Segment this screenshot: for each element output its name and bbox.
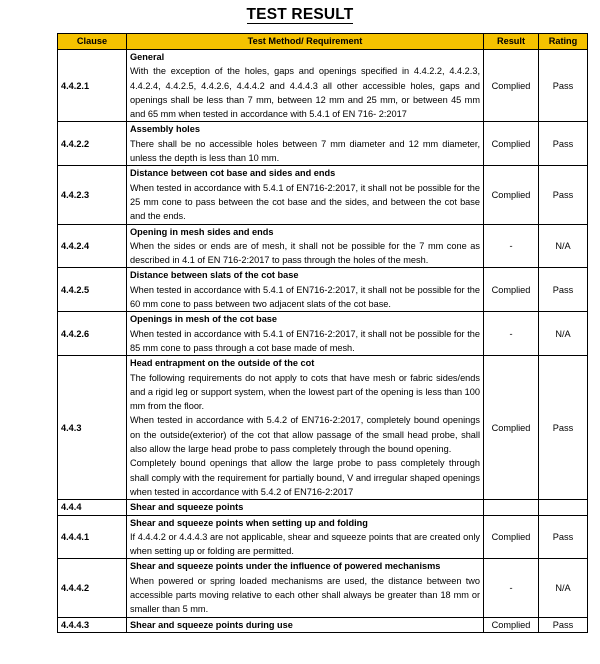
requirement-heading: General [130,52,165,62]
rating-cell: Pass [539,122,588,166]
requirement-heading: Shear and squeeze points under the influence of powered mechanisms [130,561,441,572]
requirement-text: When tested in accordance with 5.4.1 of EN716-2:2017, it shall not be possible for the 85 mm cone to pass through a cot base made of mesh. [130,328,480,353]
requirement-cell [127,312,484,356]
requirement-text: When tested in accordance with 5.4.1 of EN716-2:2017, it shall not be possible for the 25 mm cone to pass between the cot base and the sides, and between the cot base and the ends. [130,182,480,222]
clause-cell: 4.4.4 [58,500,127,515]
rating-cell [539,500,588,515]
requirement-text: The following requirements do not apply to cots that have mesh or fabric sides/ends and a rigid leg or support system, when the lowest part of the opening is less than 100 mm from the floor. [130,372,480,412]
requirement-cell [127,500,484,515]
requirement-heading: Shear and squeeze points when setting up and folding [130,517,368,528]
requirement-heading: Shear and squeeze points [130,502,244,513]
rating-cell: Pass [539,166,588,224]
table-header-row [58,34,588,50]
result-cell: - [484,312,539,356]
requirement-heading: Shear and squeeze points during use [130,619,293,630]
result-cell: - [484,559,539,617]
requirement-cell [127,356,484,500]
requirement-cell [127,166,484,224]
requirement-text: When tested in accordance with 5.4.1 of EN716-2:2017, it shall not be possible for the 60 mm cone to pass between two adjacent slats of the cot base. [130,284,480,310]
clause-cell: 4.4.2.5 [58,268,127,312]
table-row [58,122,588,166]
requirement-text: With the exception of the holes, gaps and openings specified in 4.4.2.2, 4.4.2.3, 4.4.2.4, 4.4.2.5, 4.4.2.6, 4.4.4.2 and 4.4.4.3 all other accessible holes, gaps and openings shall be less than 7 mm, between 12 mm and 25 mm, or between 45 mm and 65 mm when tested in accordance with 5.4.1 of EN 716- 2:2017 [130,66,480,120]
requirement-cell [127,559,484,617]
rating-cell: Pass [539,356,588,500]
table-row [58,559,588,617]
table-body [58,50,588,633]
requirement-text: There shall be no accessible holes between 7 mm diameter and 12 mm diameter, unless the depth is less than 10 mm. [130,138,480,164]
result-cell [484,500,539,515]
requirement-cell [127,515,484,559]
requirement-cell [127,224,484,268]
clause-cell: 4.4.2.6 [58,312,127,356]
requirement-heading: Opening in mesh sides and ends [130,226,274,237]
result-cell: Complied [484,50,539,122]
requirement-heading: Distance between cot base and sides and ends [130,168,336,179]
requirement-cell [127,617,484,632]
page-title: TEST RESULT [246,6,354,23]
header-rating: Rating [539,34,588,50]
table-row [58,50,588,122]
requirement-heading: Openings in mesh of the cot base [130,314,278,325]
header-clause: Clause [58,34,127,50]
result-cell: Complied [484,515,539,559]
requirement-text: Completely bound openings that allow the large probe to pass completely through shall comply with the requirement for partially bound, V and irregular shaped openings when tested in accordance with 5.4.2 of EN716-2:2017 [130,458,480,497]
requirement-text: When powered or spring loaded mechanisms are used, the distance between two accessible parts moving relative to each other shall always be greater than 18 mm or smaller than 5 mm. [130,575,480,615]
clause-cell: 4.4.2.2 [58,122,127,166]
requirement-text: When the sides or ends are of mesh, it shall not be possible for the 7 mm cone as described in 4.1 of EN 716-2:2017 to pass through the holes of the mesh. [130,240,480,266]
rating-cell: N/A [539,224,588,268]
rating-cell: Pass [539,617,588,632]
result-cell: Complied [484,617,539,632]
table-row [58,166,588,224]
clause-cell: 4.4.2.1 [58,50,127,122]
rating-cell: N/A [539,312,588,356]
rating-cell: N/A [539,559,588,617]
requirement-cell [127,268,484,312]
test-result-table [57,33,588,633]
clause-cell: 4.4.4.1 [58,515,127,559]
requirement-text: If 4.4.4.2 or 4.4.4.3 are not applicable, shear and squeeze points that are created only when setting up or folding are permitted. [130,531,480,557]
requirement-heading: Distance between slats of the cot base [130,270,299,281]
result-cell: Complied [484,356,539,500]
rating-cell: Pass [539,515,588,559]
table-row [58,356,588,500]
rating-cell: Pass [539,268,588,312]
header-method: Test Method/ Requirement [127,34,484,50]
clause-cell: 4.4.2.3 [58,166,127,224]
table-row [58,617,588,632]
clause-cell: 4.4.4.2 [58,559,127,617]
result-cell: Complied [484,166,539,224]
requirement-cell [127,50,484,122]
result-cell: Complied [484,268,539,312]
clause-cell: 4.4.4.3 [58,617,127,632]
table-row [58,500,588,515]
table-row [58,268,588,312]
requirement-heading: Head entrapment on the outside of the cot [130,358,315,369]
requirement-text: When tested in accordance with 5.4.2 of EN716-2:2017, completely bound openings on the outside(exterior) of the cot that allow passage of the small head probe, shall also allow the large head probe to pass completely through the bound opening. [130,415,480,455]
table-row [58,515,588,559]
result-cell: Complied [484,122,539,166]
table-row [58,312,588,356]
rating-cell: Pass [539,50,588,122]
requirement-cell [127,122,484,166]
table-row [58,224,588,268]
result-cell: - [484,224,539,268]
requirement-heading: Assembly holes [130,124,200,135]
clause-cell: 4.4.2.4 [58,224,127,268]
clause-cell: 4.4.3 [58,356,127,500]
header-result: Result [484,34,539,50]
